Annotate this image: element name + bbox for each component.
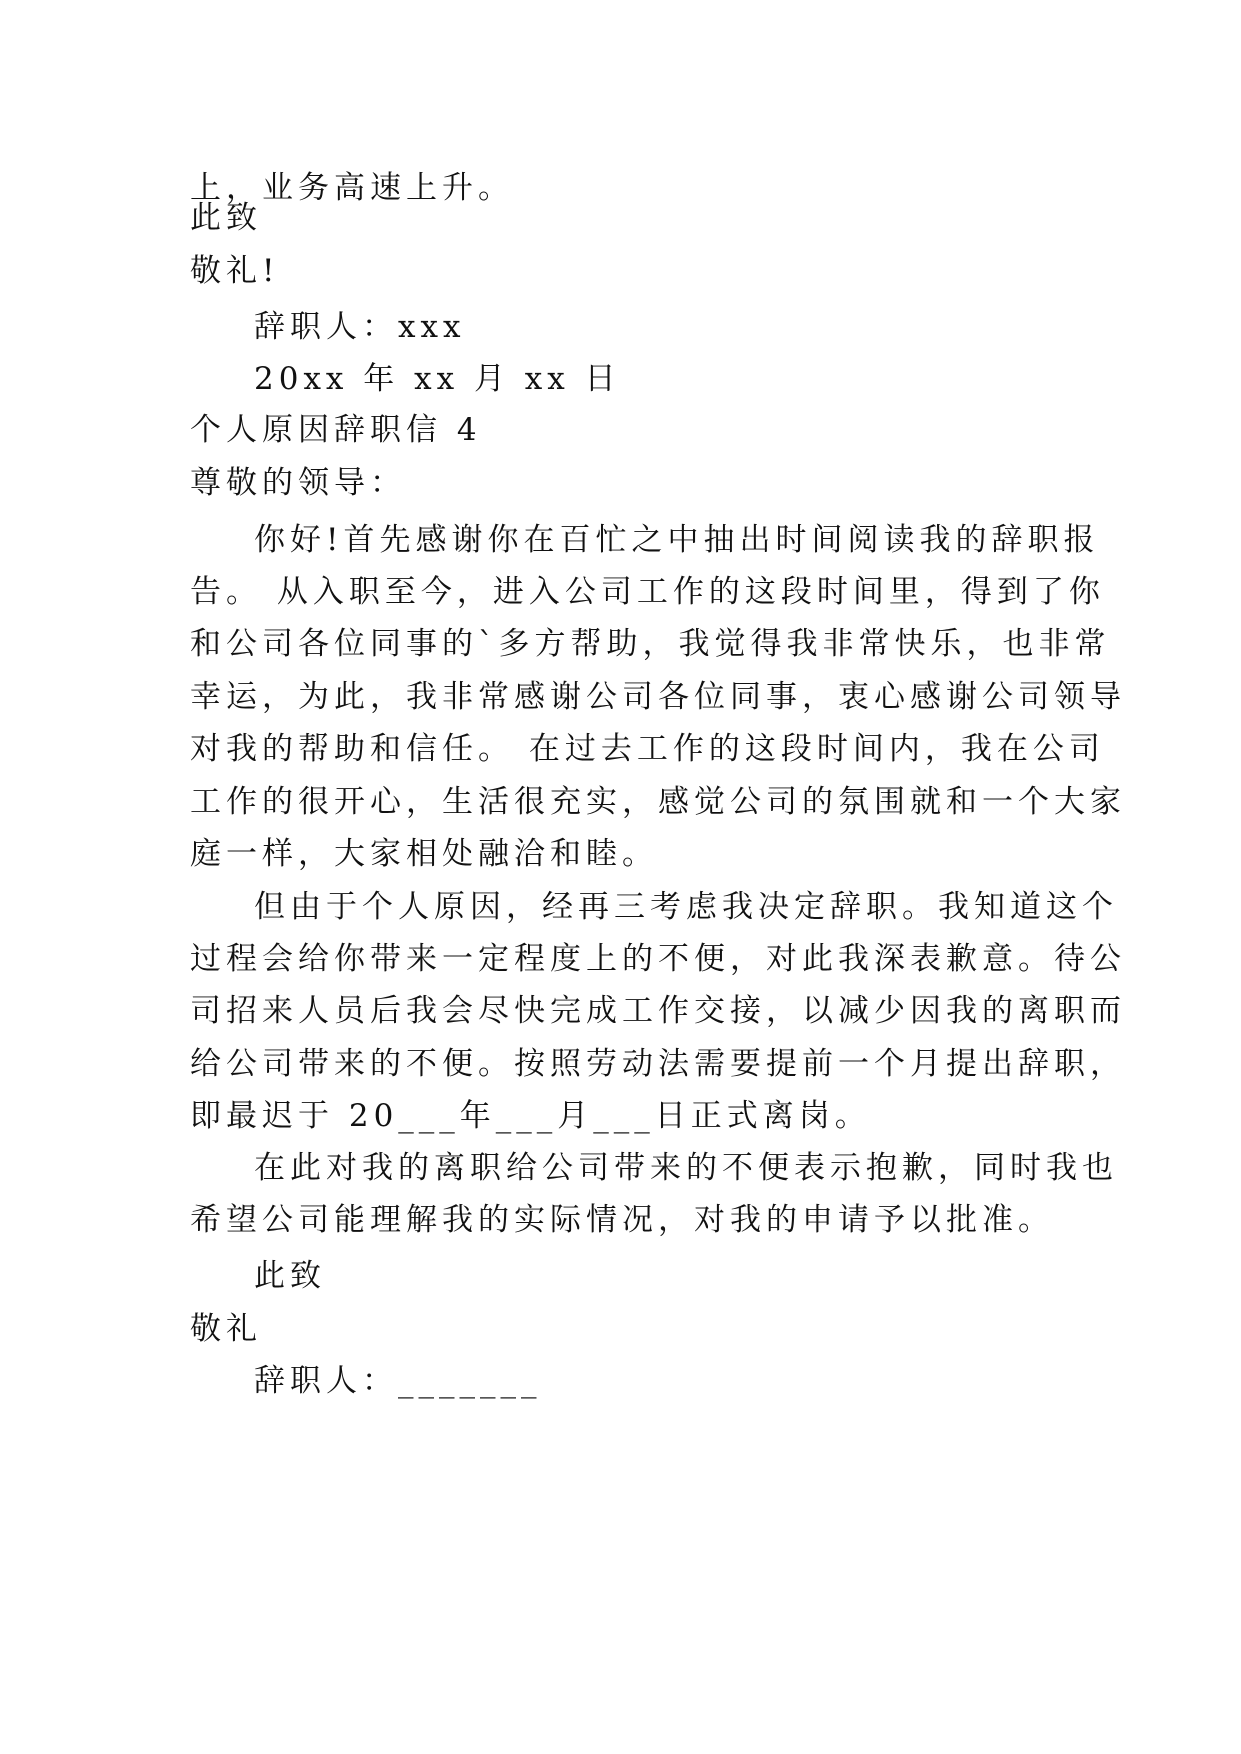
date-line: 20xx 年 xx 月 xx 日 <box>254 361 621 397</box>
paragraph-line: 工作的很开心，生活很充实，感觉公司的氛围就和一个大家 <box>190 784 1126 820</box>
paragraph-line: 即最迟于 20___年___月___日正式离岗。 <box>190 1098 871 1134</box>
text-line: 上，业务高速上升。 <box>190 170 514 206</box>
paragraph-line: 给公司带来的不便。按照劳动法需要提前一个月提出辞职， <box>190 1046 1126 1082</box>
salutation-line: 敬礼 <box>190 1311 262 1347</box>
paragraph-line: 司招来人员后我会尽快完成工作交接，以减少因我的离职而 <box>190 993 1126 1029</box>
paragraph-line: 希望公司能理解我的实际情况，对我的申请予以批准。 <box>190 1202 1054 1238</box>
paragraph-line: 对我的帮助和信任。 在过去工作的这段时间内，我在公司 <box>190 731 1105 767</box>
paragraph-line: 过程会给你带来一定程度上的不便，对此我深表歉意。待公 <box>190 941 1126 977</box>
signature-line: 辞职人：_______ <box>254 1363 542 1399</box>
salutation-line: 敬礼! <box>190 253 280 289</box>
closing-line: 此致 <box>254 1258 326 1294</box>
paragraph-line: 你好!首先感谢你在百忙之中抽出时间阅读我的辞职报 <box>254 522 1100 558</box>
section-title: 个人原因辞职信 4 <box>190 412 482 448</box>
paragraph-line: 庭一样，大家相处融洽和睦。 <box>190 836 658 872</box>
greeting-line: 尊敬的领导： <box>190 465 406 501</box>
paragraph-line: 和公司各位同事的`多方帮助，我觉得我非常快乐，也非常 <box>190 626 1111 662</box>
paragraph-line: 告。 从入职至今，进入公司工作的这段时间里，得到了你 <box>190 574 1105 610</box>
signature-line: 辞职人：xxx <box>254 309 466 345</box>
closing-line: 此致 <box>190 200 262 236</box>
paragraph-line: 幸运，为此，我非常感谢公司各位同事，衷心感谢公司领导 <box>190 679 1126 715</box>
paragraph-line: 在此对我的离职给公司带来的不便表示抱歉，同时我也 <box>254 1150 1118 1186</box>
paragraph-line: 但由于个人原因，经再三考虑我决定辞职。我知道这个 <box>254 889 1118 925</box>
